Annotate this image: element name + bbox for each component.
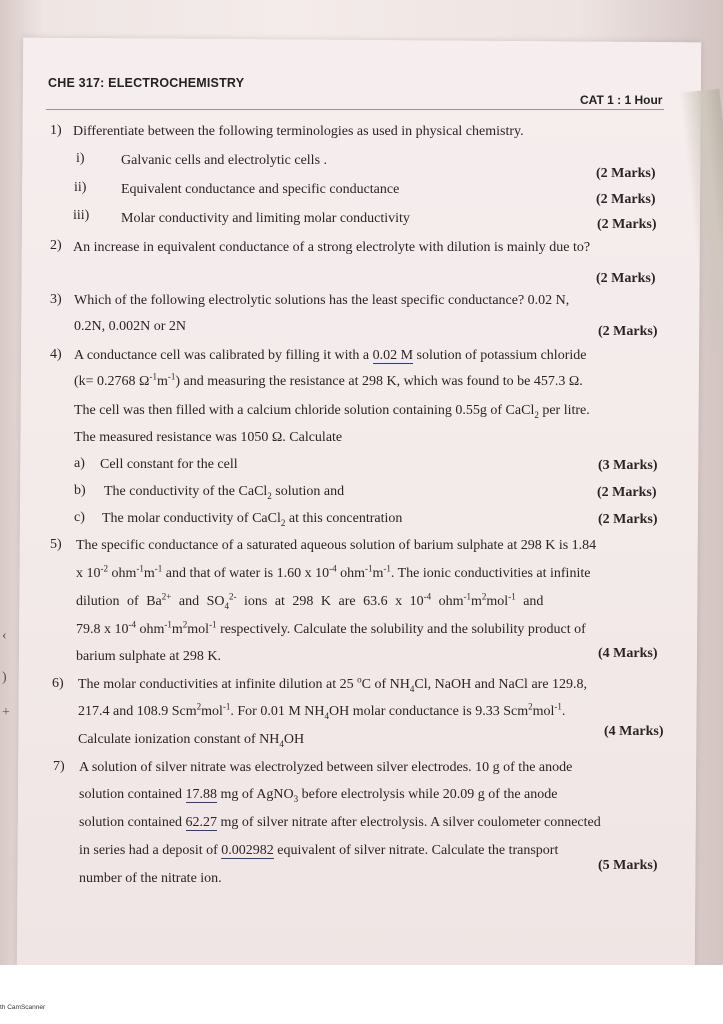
question-text: solution contained 17.88 mg of AgNO$_3$ before electrolysis while 20.09 g of the anode xyxy=(79,787,558,804)
question-text: Calculate ionization constant of $NH_4OH$ xyxy=(78,732,305,749)
question-text: in series had a deposit of 0.002982 equivalent of silver nitrate. Calculate the transport xyxy=(79,843,559,858)
item-number: ii) xyxy=(74,180,87,195)
marks-label: (2 Marks) xyxy=(598,324,658,339)
marks-label: (2 Marks) xyxy=(596,166,656,181)
item-text: Equivalent conductance and specific conductance xyxy=(121,182,400,197)
question-number: 3) xyxy=(50,292,62,307)
question-text: Differentiate between the following terminologies as used in physical chemistry. xyxy=(73,124,524,139)
question-text: (k= 0.2768 $\Omega^{-1}m^{-1}$) and measuring the resistance at 298 K, which was found to be 457.3 Ω. xyxy=(74,371,583,389)
question-text: solution contained 62.27 mg of silver nitrate after electrolysis. A silver coulometer connected xyxy=(79,815,601,830)
item-text: The conductivity of the CaCl$_2$ solution and xyxy=(104,484,345,501)
question-text: A solution of silver nitrate was electrolyzed between silver electrodes. 10 g of the anode xyxy=(79,760,573,775)
item-number: c) xyxy=(74,510,85,525)
item-number: iii) xyxy=(73,208,90,223)
marks-label: (2 Marks) xyxy=(596,192,656,207)
question-text: The cell was then filled with a calcium chloride solution containing 0.55g of CaCl$_2$ per litre. xyxy=(74,403,590,420)
question-text: 0.2N, 0.002N or 2N xyxy=(74,319,186,334)
question-text: barium sulphate at 298 K. xyxy=(76,649,222,664)
question-number: 6) xyxy=(52,676,64,691)
question-text: x $10^{-2}$ $ohm^{-1}m^{-1}$ and that of water is 1.60 x $10^{-4}$ $ohm^{-1}m^{-1}$. The ionic conductivities at infinite xyxy=(76,563,591,581)
marks-label: (2 Marks) xyxy=(596,271,656,286)
question-text: number of the nitrate ion. xyxy=(79,871,222,886)
question-text: A conductance cell was calibrated by filling it with a 0.02 M solution of potassium chloride xyxy=(74,348,587,363)
item-text: Cell constant for the cell xyxy=(100,457,238,472)
item-text: Galvanic cells and electrolytic cells . xyxy=(121,153,328,168)
question-number: 7) xyxy=(53,759,65,774)
question-number: 1) xyxy=(50,123,62,138)
margin-mark: ‹ xyxy=(2,628,7,643)
handwritten-underline: 62.27 xyxy=(185,815,218,830)
item-number: a) xyxy=(74,456,85,471)
marks-label: (2 Marks) xyxy=(597,217,657,232)
item-text: Molar conductivity and limiting molar conductivity xyxy=(121,211,410,226)
cat-duration: CAT 1 : 1 Hour xyxy=(580,93,663,107)
marks-label: (2 Marks) xyxy=(598,512,658,527)
marks-label: (4 Marks) xyxy=(598,646,658,661)
marks-label: (2 Marks) xyxy=(597,485,657,500)
scanner-watermark: th CamScanner xyxy=(0,1004,46,1011)
question-text: 217.4 and 108.9 Scm$^2$mol$^{-1}$. For 0.01 M $NH_4OH$ molar conductance is 9.33 Scm$^2$mol$^{-1}$. xyxy=(78,701,566,721)
margin-mark: ) xyxy=(2,670,7,685)
header-rule xyxy=(46,109,664,110)
marks-label: (4 Marks) xyxy=(604,724,664,739)
handwritten-underline: 0.02 M xyxy=(372,348,414,363)
item-number: i) xyxy=(76,151,85,166)
question-text: 79.8 x $10^{-4}$ $ohm^{-1}m^2mol^{-1}$ respectively. Calculate the solubility and the solubility product of xyxy=(76,619,586,637)
marks-label: (5 Marks) xyxy=(598,858,658,873)
question-number: 4) xyxy=(50,347,62,362)
margin-mark: + xyxy=(2,705,10,720)
question-text: dilution of $Ba^{2+}$ and $SO_4^{2-}$ ions at 298 K are 63.6 x $10^{-4}$ $ohm^{-1}m^2mol^{-1}$ and xyxy=(76,591,544,611)
handwritten-underline: 0.002982 xyxy=(221,843,274,858)
question-text: The molar conductivities at infinite dilution at 25 $^o$C of $NH_4Cl$, NaOH and NaCl are 129.8, xyxy=(78,674,588,694)
item-text: The molar conductivity of CaCl$_2$ at this concentration xyxy=(102,511,403,528)
question-number: 5) xyxy=(50,537,62,552)
question-text: An increase in equivalent conductance of a strong electrolyte with dilution is mainly due to? xyxy=(73,240,591,255)
marks-label: (3 Marks) xyxy=(598,458,658,473)
course-title: CHE 317: ELECTROCHEMISTRY xyxy=(48,76,245,90)
item-number: b) xyxy=(74,483,86,498)
question-text: Which of the following electrolytic solutions has the least specific conductance? 0.02 N, xyxy=(74,293,570,308)
question-text: The measured resistance was 1050 Ω. Calculate xyxy=(74,430,343,445)
handwritten-underline: 17.88 xyxy=(185,787,218,802)
question-text: The specific conductance of a saturated aqueous solution of barium sulphate at 298 K is 1.84 xyxy=(76,538,597,553)
question-number: 2) xyxy=(50,238,62,253)
